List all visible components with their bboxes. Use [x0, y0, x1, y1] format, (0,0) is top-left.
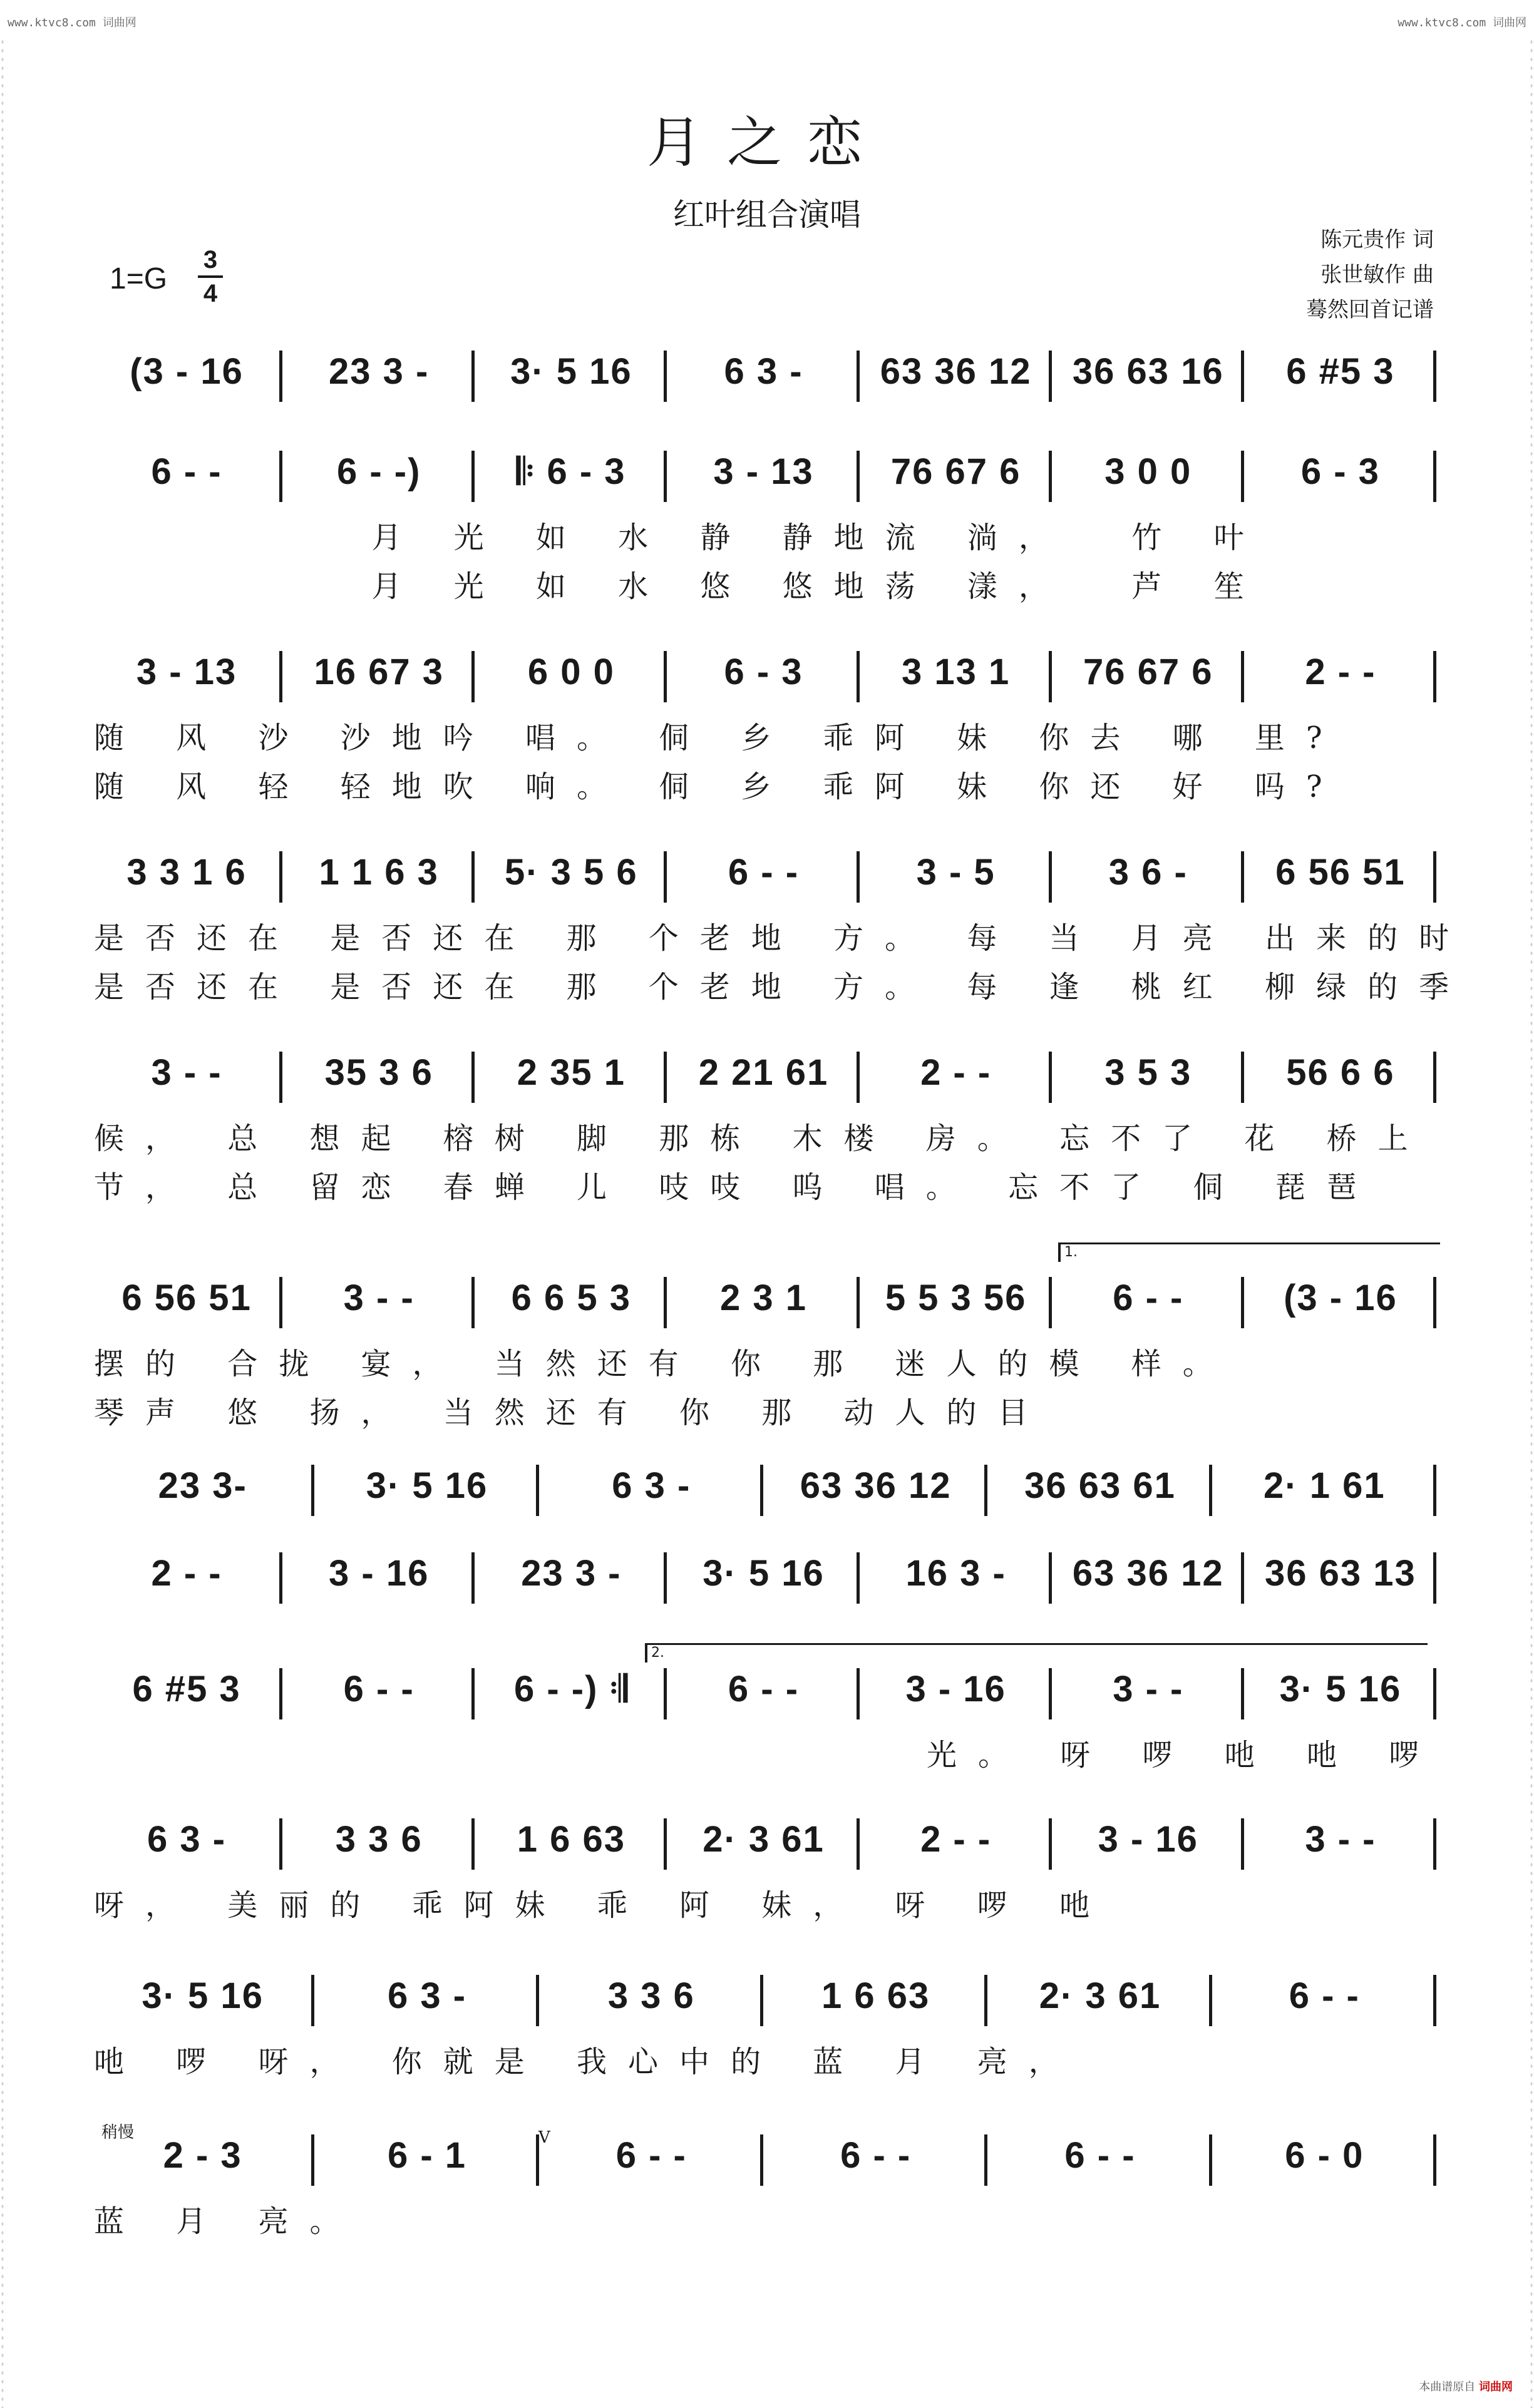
measure: 6 3 - [724, 351, 803, 392]
measure: 2· 3 61 [703, 1819, 825, 1860]
barline [1241, 1052, 1248, 1103]
measure: 6 6 5 3 [511, 1278, 632, 1318]
measure: 76 67 6 [890, 451, 1021, 492]
barline [471, 351, 478, 402]
measure: 6 56 51 [1275, 852, 1406, 893]
barline [279, 1818, 286, 1870]
measure: 6 3 - [387, 1975, 467, 2016]
barline [1433, 651, 1440, 702]
barline [279, 651, 286, 702]
measure: 2· 3 61 [1039, 1975, 1161, 2016]
barline [311, 1975, 318, 2026]
measure: 3 3 6 [607, 1975, 695, 2016]
lyric-line [94, 1114, 1440, 1156]
measure: 3 3 1 6 [126, 852, 247, 893]
measure: 3 - - [1305, 1819, 1376, 1860]
measure: 3 - - [343, 1278, 414, 1318]
lyric-text: 候， 总 想起 榕树 脚 那栋 木楼 房。 忘不了 花 桥上 [94, 1121, 1429, 1156]
barline [664, 851, 671, 903]
measure: 6 - - [840, 2135, 912, 2176]
measure: 23 3- [158, 1465, 247, 1506]
barline [664, 1818, 671, 1870]
barline [1241, 1818, 1248, 1870]
barline [857, 1552, 863, 1604]
measure: 3 - 16 [329, 1553, 430, 1594]
measure: 6 - - [615, 2135, 687, 2176]
measure: 6 - - [1113, 1278, 1184, 1318]
measure: 2· 1 61 [1264, 1465, 1386, 1506]
notation-row [94, 1552, 1440, 1609]
barline [857, 651, 863, 702]
measure: 6 - 0 [1285, 2135, 1364, 2176]
barline [857, 1277, 863, 1328]
barline [1433, 1552, 1440, 1604]
barline [471, 651, 478, 702]
composer-credit: 张世敏作 曲 [1320, 262, 1434, 287]
barline [857, 1668, 863, 1719]
measure: 3 0 0 [1104, 451, 1192, 492]
measure: 16 3 - [905, 1553, 1006, 1594]
lyric-text: 是否还在 是否还在 那 个老地 方。 每 当 月亮 出来的时 [94, 921, 1471, 956]
measure: 6 - - [728, 1669, 800, 1709]
left-dotted-border [0, 38, 5, 2408]
measure: 6 - - [728, 852, 800, 893]
measure: 6 - 1 [387, 2135, 467, 2176]
measure: 3 - 13 [713, 451, 814, 492]
barline [279, 1277, 286, 1328]
measure: 2 - 3 [163, 2135, 242, 2176]
measure: 6 #5 3 [1286, 351, 1395, 392]
barline [984, 2134, 991, 2186]
notation-row [94, 1975, 1440, 2031]
breath-mark: V [538, 2128, 550, 2147]
barline [760, 1975, 767, 2026]
barline [279, 1668, 286, 1719]
lyric-text: 琴声 悠 扬， 当然还有 你 那 动人的目 [94, 1395, 1049, 1430]
barline [857, 1818, 863, 1870]
measure: 36 63 13 [1265, 1553, 1416, 1594]
barline [1433, 1465, 1440, 1516]
barline [664, 451, 671, 502]
measure: 2 - - [1305, 652, 1376, 692]
lyric-text: 摆的 合拢 宴， 当然还有 你 那 迷人的模 样。 [94, 1346, 1234, 1381]
right-dotted-border [1529, 38, 1534, 2408]
barline [1433, 1975, 1440, 2026]
barline [1433, 851, 1440, 903]
lyric-text: 是否还在 是否还在 那 个老地 方。 每 逢 桃红 柳绿的季 [94, 970, 1471, 1005]
lyric-text: 随 风 轻 轻地吹 响。 侗 乡 乖阿 妹 你还 好 吗? [94, 769, 1344, 804]
lyric-text: 吔 啰 呀， 你就是 我心中的 蓝 月 亮， [94, 2044, 1080, 2079]
barline [664, 651, 671, 702]
measure: 2 - - [151, 1553, 222, 1594]
measure: 3 - - [1113, 1669, 1184, 1709]
measure: 6 3 - [147, 1819, 227, 1860]
barline [857, 451, 863, 502]
time-signature [198, 245, 223, 308]
notation-row [94, 651, 1440, 707]
barline [857, 851, 863, 903]
lyric-text: 月 光 如 水 悠 悠地荡 漾， 芦 笙 [94, 569, 1265, 604]
measure: 36 63 16 [1072, 351, 1224, 392]
measure: 3 6 - [1108, 852, 1188, 893]
barline [1433, 1052, 1440, 1103]
footer [1419, 2378, 1513, 2394]
barline [471, 1668, 478, 1719]
barline [1049, 851, 1056, 903]
lyric-line [94, 914, 1471, 956]
lyric-line [94, 963, 1471, 1005]
lyric-line [94, 714, 1440, 756]
measure: 1 6 63 [821, 1975, 930, 2016]
barline [1209, 1975, 1216, 2026]
barline [311, 1465, 318, 1516]
credits [1306, 222, 1434, 327]
barline [1049, 1818, 1056, 1870]
song-title: 月之恋 [646, 110, 887, 175]
barline [279, 851, 286, 903]
measure: 3· 5 16 [142, 1975, 264, 2016]
lyric-text: 节， 总 留恋 春蝉 儿 吱吱 呜 唱。 忘不了 侗 琵琶 [94, 1170, 1378, 1205]
lyric-text: 呀， 美丽的 乖阿妹 乖 阿 妹， 呀 啰 吔 [94, 1888, 1111, 1923]
notation-row [94, 851, 1440, 908]
lyric-line [94, 513, 1440, 555]
measure: 2 - - [920, 1052, 992, 1093]
barline [536, 1975, 543, 2026]
measure: 6 - -) 𝄇 [513, 1669, 629, 1709]
lyric-line [94, 1881, 1440, 1923]
measure: 6 - -) [336, 451, 421, 492]
measure: 23 3 - [329, 351, 430, 392]
measure: 6 - - [151, 451, 222, 492]
barline [279, 1552, 286, 1604]
barline [760, 2134, 767, 2186]
measure: 35 3 6 [324, 1052, 433, 1093]
barline [984, 1465, 991, 1516]
volta-second-ending: 2. [645, 1643, 1428, 1663]
barline [1209, 1465, 1216, 1516]
barline [1433, 2134, 1440, 2186]
lyric-line [94, 1388, 1440, 1430]
measure: 6 - - [343, 1669, 414, 1709]
footer-right: 词曲网 [1479, 2380, 1513, 2394]
lyric-line [94, 762, 1440, 804]
barline [664, 1052, 671, 1103]
measure: 6 0 0 [527, 652, 615, 692]
measure: 3 5 3 [1104, 1052, 1192, 1093]
barline [311, 2134, 318, 2186]
barline [536, 1465, 543, 1516]
notation-row [94, 351, 1440, 407]
lyric-line [94, 562, 1440, 604]
measure: 6 #5 3 [132, 1669, 241, 1709]
measure: 3 13 1 [902, 652, 1011, 692]
measure: 2 21 61 [698, 1052, 829, 1093]
barline [857, 1052, 863, 1103]
measure: 63 36 12 [800, 1465, 952, 1506]
measure: 6 - - [1289, 1975, 1360, 2016]
measure: 3· 5 16 [703, 1553, 825, 1594]
time-signature-top: 3 [203, 246, 218, 274]
measure: 6 - 3 [724, 652, 803, 692]
measure: 63 36 12 [1072, 1553, 1224, 1594]
barline [279, 1052, 286, 1103]
measure: 3· 5 16 [366, 1465, 488, 1506]
measure: 56 6 6 [1286, 1052, 1395, 1093]
volta-first-ending: 1. [1058, 1242, 1440, 1262]
measure: (3 - 16 [1284, 1278, 1398, 1318]
barline [1241, 1277, 1248, 1328]
barline [664, 351, 671, 402]
barline [1241, 851, 1248, 903]
lyricist-credit: 陈元贵作 词 [1320, 227, 1434, 252]
barline [471, 451, 478, 502]
footer-left: 本曲谱原自 [1419, 2380, 1476, 2394]
barline [471, 851, 478, 903]
time-signature-bottom: 4 [203, 280, 218, 307]
lyric-text: 随 风 沙 沙地吟 唱。 侗 乡 乖阿 妹 你去 哪 里? [94, 720, 1344, 756]
barline [1241, 351, 1248, 402]
notation-row [94, 1052, 1440, 1108]
measure: 𝄆 6 - 3 [517, 451, 626, 492]
measure: 6 - 3 [1300, 451, 1380, 492]
barline [664, 1277, 671, 1328]
measure: 3· 5 16 [1279, 1669, 1402, 1709]
lyric-text: 蓝 月 亮。 [94, 2204, 361, 2239]
measure: 3· 5 16 [510, 351, 632, 392]
measure: 16 67 3 [314, 652, 444, 692]
lyric-line [94, 1340, 1440, 1381]
notation-row [94, 2134, 1440, 2191]
barline [664, 1552, 671, 1604]
measure: 63 36 12 [880, 351, 1032, 392]
measure: 76 67 6 [1083, 652, 1213, 692]
measure: 1 1 6 3 [319, 852, 439, 893]
barline [664, 1668, 671, 1719]
measure: 3 - - [151, 1052, 222, 1093]
lyric-text: 光。 呀 啰 吔 吔 啰 [94, 1738, 1441, 1773]
header-url-right: www.ktvc8.com 词曲网 [1398, 16, 1526, 29]
barline [1049, 651, 1056, 702]
barline [1049, 1668, 1056, 1719]
measure: 1 6 63 [517, 1819, 625, 1860]
barline [279, 351, 286, 402]
measure: (3 - 16 [130, 351, 244, 392]
song-subtitle: 红叶组合演唱 [673, 197, 861, 233]
measure: 5· 3 5 6 [505, 852, 638, 893]
barline [1049, 451, 1056, 502]
barline [1049, 1052, 1056, 1103]
measure: 2 35 1 [517, 1052, 625, 1093]
barline [1433, 451, 1440, 502]
tempo-mark: 稍慢 [101, 2123, 135, 2142]
lyric-line [94, 2197, 1440, 2239]
header-url-left: www.ktvc8.com 词曲网 [8, 16, 136, 29]
measure: 3 3 6 [335, 1819, 423, 1860]
barline [1209, 2134, 1216, 2186]
lyric-line [94, 1163, 1440, 1205]
measure: 23 3 - [521, 1553, 622, 1594]
barline [1241, 651, 1248, 702]
barline [1241, 451, 1248, 502]
measure: 6 56 51 [121, 1278, 252, 1318]
barline [1049, 351, 1056, 402]
lyric-text: 月 光 如 水 静 静地流 淌， 竹 叶 [94, 520, 1265, 555]
lyric-line [94, 1731, 1441, 1773]
measure: 3 - 16 [905, 1669, 1006, 1709]
header-strip [0, 0, 1534, 38]
barline [1433, 1277, 1440, 1328]
barline [1433, 351, 1440, 402]
measure: 2 3 1 [719, 1278, 807, 1318]
key-signature: 1=G [110, 262, 168, 295]
lyric-line [94, 2037, 1440, 2079]
barline [984, 1975, 991, 2026]
barline [471, 1818, 478, 1870]
barline [1049, 1277, 1056, 1328]
barline [1241, 1668, 1248, 1719]
barline [279, 451, 286, 502]
barline [1433, 1818, 1440, 1870]
barline [471, 1552, 478, 1604]
barline [1241, 1552, 1248, 1604]
measure: 5 5 3 56 [885, 1278, 1027, 1318]
notation-row [94, 1465, 1440, 1521]
barline [857, 351, 863, 402]
measure: 3 - 13 [136, 652, 237, 692]
measure: 6 - - [1064, 2135, 1136, 2176]
notation-row [94, 1277, 1440, 1333]
barline [760, 1465, 767, 1516]
measure: 6 3 - [612, 1465, 691, 1506]
transcriber-credit: 蓦然回首记谱 [1306, 297, 1434, 322]
measure: 3 - 16 [1098, 1819, 1198, 1860]
barline [1049, 1552, 1056, 1604]
barline [1433, 1668, 1440, 1719]
notation-row [94, 1818, 1440, 1875]
measure: 2 - - [920, 1819, 992, 1860]
notation-row [94, 451, 1440, 507]
measure: 36 63 61 [1024, 1465, 1176, 1506]
barline [471, 1277, 478, 1328]
barline [471, 1052, 478, 1103]
measure: 3 - 5 [916, 852, 996, 893]
notation-row [94, 1668, 1440, 1724]
